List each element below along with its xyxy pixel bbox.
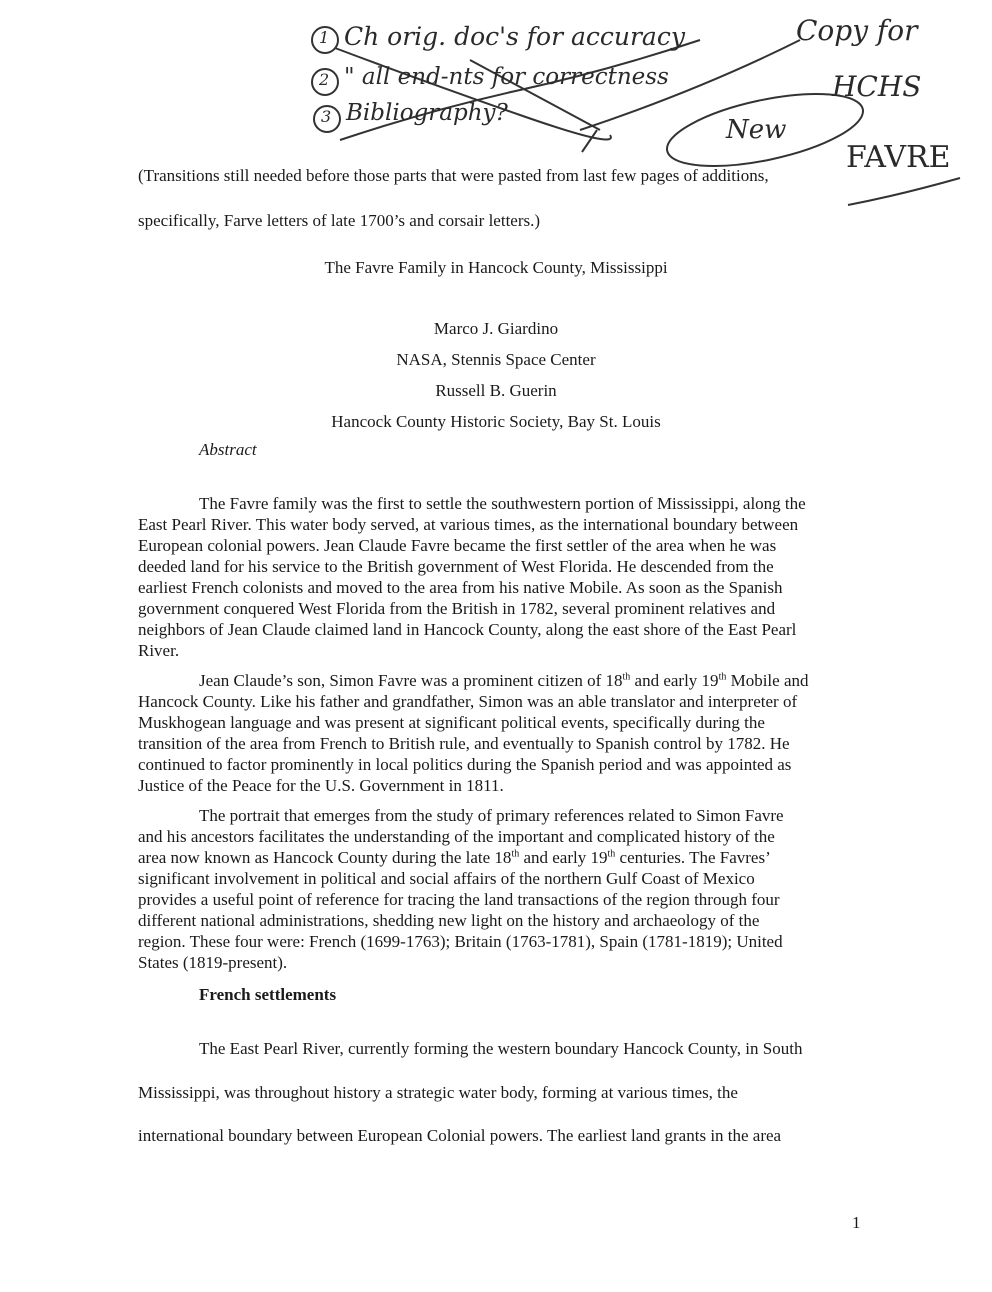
p4-line: Mississippi, was throughout history a strategic water body, forming at various times, the [138, 1083, 738, 1102]
num-2-label: 2 [319, 70, 330, 89]
favre-underline [848, 178, 960, 205]
p3-line: provides a useful point of reference for tracing the land transactions of the region through four [138, 890, 780, 909]
note-line-1: (Transitions still needed before those parts that were pasted from last few pages of additions, [138, 166, 769, 185]
p1-line: East Pearl River. This water body served, at various times, as the international boundary between [138, 515, 799, 534]
annotation-favre: FAVRE [846, 140, 951, 175]
section-heading: French settlements [199, 985, 337, 1004]
circle-1-mark [312, 27, 338, 53]
cross-stroke-2 [340, 40, 700, 140]
num-1-label: 1 [319, 28, 330, 47]
p3-line: and his ancestors facilitates the understanding of the important and complicated history of the [138, 827, 775, 846]
p1-line: government conquered West Florida from the British in 1782, several prominent relatives and [138, 599, 776, 618]
p2-line: continued to factor prominently in local politics during the Spanish period and was appointed as [138, 755, 792, 774]
annotation-line-2: " all end-nts for correctness [344, 64, 669, 90]
p3-line: The portrait that emerges from the study of primary references related to Simon Favre [199, 806, 784, 825]
cross-stroke-4 [470, 60, 600, 130]
annotation-hchs: HCHS [832, 70, 922, 103]
p1-line: River. [138, 641, 180, 660]
superscript: th [607, 848, 616, 860]
p2-line: Hancock County. Like his father and grandfather, Simon was an able translator and interpreter of [138, 692, 798, 711]
superscript: th [622, 671, 631, 683]
superscript: th [718, 671, 727, 683]
annotation-copy-for: Copy for [796, 14, 918, 47]
handwritten-annotations [0, 0, 992, 230]
p3-line: States (1819-present). [138, 953, 288, 972]
circle-3-mark [314, 106, 340, 132]
page-title: The Favre Family in Hancock County, Mississippi [324, 258, 668, 277]
p3-line: different national administrations, shedding new light on the history and archaeology of the [138, 911, 760, 930]
num-3-label: 3 [321, 107, 332, 126]
abstract-label: Abstract [199, 440, 257, 459]
p2-text: Jean Claude’s son, Simon Favre was a prominent citizen of 18 [199, 671, 623, 690]
p2-text: and early 19 [630, 671, 719, 690]
annotation-strokes [0, 0, 992, 230]
p2-line: Justice of the Peace for the U.S. Government in 1811. [138, 776, 504, 795]
p3-line: significant involvement in political and social affairs of the northern Gulf Coast of Mexico [138, 869, 755, 888]
author-2: Russell B. Guerin [435, 381, 557, 400]
p2-line [199, 670, 809, 691]
note-line-2: specifically, Farve letters of late 1700’s and corsair letters.) [138, 211, 541, 230]
cross-stroke-1 [335, 48, 611, 140]
p1-line: earliest French colonists and moved to the area from his native Mobile. As soon as the Spanish [138, 578, 783, 597]
p3-text: area now known as Hancock County during the late 18 [138, 848, 512, 867]
p1-line: The Favre family was the first to settle the southwestern portion of Mississippi, along the [199, 494, 806, 513]
arrow-mark [582, 130, 597, 152]
cross-stroke-3 [580, 40, 800, 130]
annotation-line-1: Ch orig. doc's for accuracy [344, 22, 685, 51]
p4-line: international boundary between European Colonial powers. The earliest land grants in the area [138, 1126, 782, 1145]
annotation-new: New [726, 115, 787, 145]
p2-line: transition of the area from French to British rule, and eventually to Spanish control by 1782. He [138, 734, 790, 753]
superscript: th [511, 848, 520, 860]
p2-line: Muskhogean language and was present at significant political events, specifically during the [138, 713, 765, 732]
author-1: Marco J. Giardino [433, 319, 559, 338]
p3-text: centuries. The Favres’ [615, 848, 771, 867]
p3-text: and early 19 [519, 848, 608, 867]
p1-line: deeded land for his service to the British government of West Florida. He descended from the [138, 557, 774, 576]
circle-2-mark [312, 69, 338, 95]
p3-line [138, 847, 771, 868]
annotation-line-3: Bibliography? [346, 100, 508, 126]
p2-text: Mobile and [726, 671, 809, 690]
p1-line: European colonial powers. Jean Claude Favre became the first settler of the area when he was [138, 536, 777, 555]
p1-line: neighbors of Jean Claude claimed land in Hancock County, along the east shore of the East Pearl [138, 620, 797, 639]
affiliation-1: NASA, Stennis Space Center [396, 350, 596, 369]
p4-line: The East Pearl River, currently forming the western boundary Hancock County, in South [199, 1039, 803, 1058]
affiliation-2: Hancock County Historic Society, Bay St. Louis [331, 412, 661, 431]
p3-line: region. These four were: French (1699-1763); Britain (1763-1781), Spain (1781-1819); United [138, 932, 783, 951]
page-number: 1 [852, 1213, 861, 1232]
